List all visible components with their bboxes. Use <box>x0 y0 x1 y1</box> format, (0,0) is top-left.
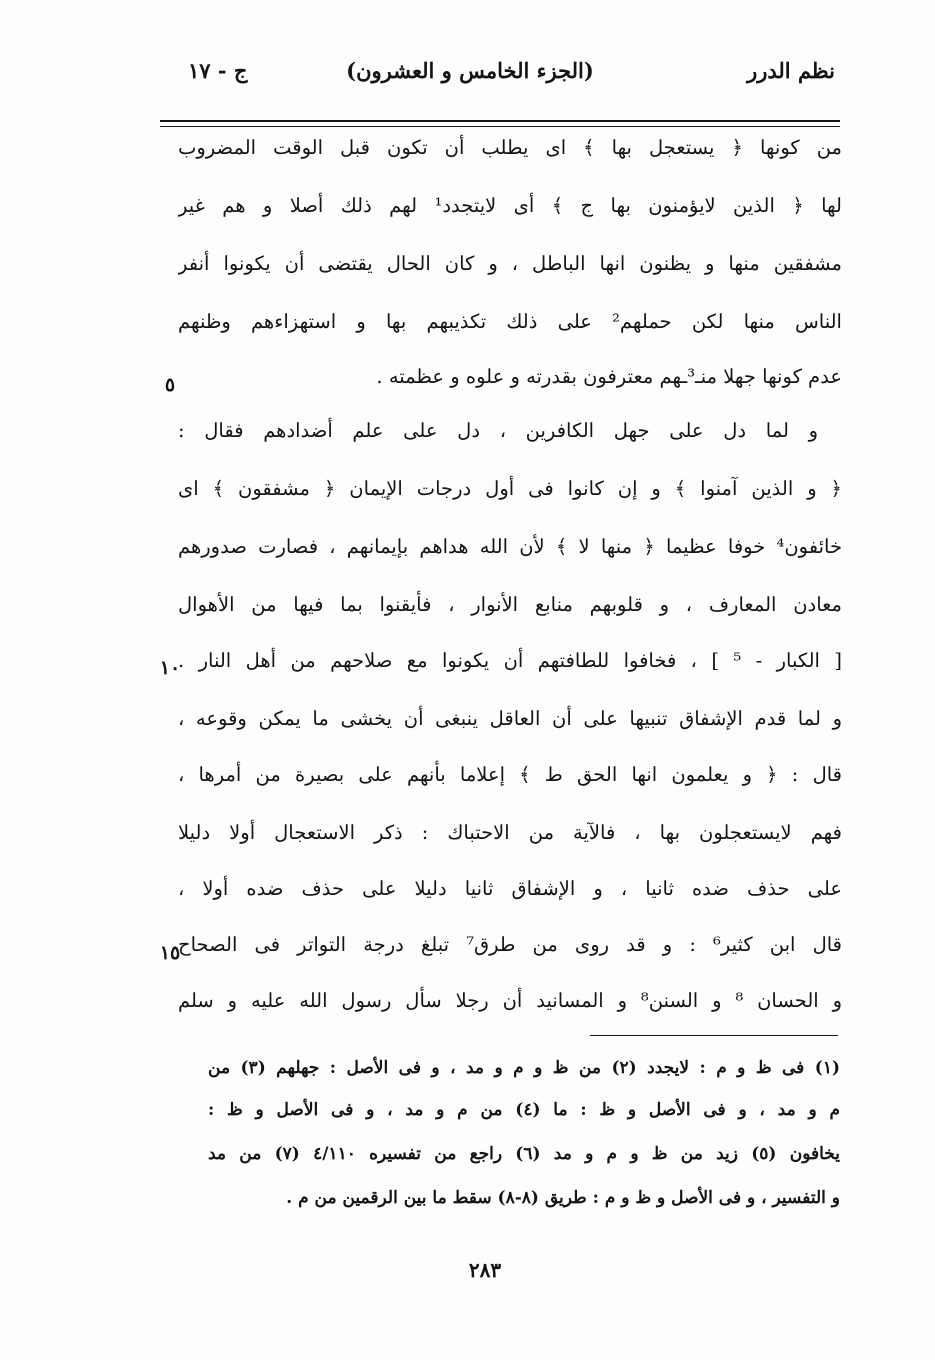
body-line-14: على حذف ضده ثانيا ، و الإشفاق ثانيا دليلا على حذف ضده أولا ، <box>178 877 842 900</box>
body-line-11: و لما قدم الإشفاق تنبيها على أن العاقل ينبغى أن يخشى ما يمكن وقوعه ، <box>178 707 842 730</box>
body-line-15: قال ابن كثير⁶ : و قد روى من طرق⁷ تبلغ درجة التواتر فى الصحاح <box>178 933 842 956</box>
body-line-1: من كونها ﴿ يستعجل بها ﴾ اى يطلب أن تكون قبل الوقت المضروب <box>178 136 842 159</box>
body-line-4: الناس منها لكن حملهم² على ذلك تكذيبهم بها و استهزاءهم وظنهم <box>178 310 842 333</box>
page-number: ٢٨٣ <box>468 1258 502 1282</box>
body-line-6: و لما دل على جهل الكافرين ، دل على علم أضدادهم فقال : <box>178 419 818 442</box>
body-line-8: خائفون⁴ خوفا عظيما ﴿ منها لا ﴾ لأن الله هداهم بإيمانهم ، فصارت صدورهم <box>178 535 842 558</box>
body-line-10: [ الكبار - ⁵ ] ، فخافوا للطافتهم أن يكونوا مع صلاحهم من أهل النار . <box>178 649 842 672</box>
footnote-line-3: يخافون (٥) زيد من ظ و م و مد (٦) راجع من تفسيره ٤/١١٠ (٧) من مد <box>208 1144 840 1164</box>
footnote-line-1: (١) فى ظ و م : لايجدد (٢) من ظ و م و مد ، و فى الأصل : جهلهم (٣) من <box>208 1058 840 1078</box>
header-volume-number: ج - ١٧ <box>188 58 248 83</box>
header-rule-thick <box>160 120 840 122</box>
body-line-5: عدم كونها جهلا منـ³ـهم معترفون بقدرته و علوه و عظمته . <box>376 365 842 388</box>
header-book-title: نظم الدرر <box>747 58 835 83</box>
body-line-9: معادن المعارف ، و قلوبهم منابع الأنوار ، فأيقنوا بما فيها من الأهوال <box>178 593 842 616</box>
body-line-12: قال : ﴿ و يعلمون انها الحق ط ﴾ إعلاما بأنهم على بصيرة من أمرها ، <box>178 763 842 786</box>
body-line-2: لها ﴿ الذين لايؤمنون بها ج ﴾ أى لايتجدد¹ لهم ذلك أصلا و هم غير <box>178 194 842 217</box>
footnote-line-2: م و مد ، و فى الأصل و ظ : ما (٤) من م و مد ، و فى الأصل و ظ : <box>208 1100 840 1120</box>
footnote-line-4: و التفسير ، و فى الأصل و ظ و م : طريق (٨-٨) سقط ما بين الرقمين من م . <box>286 1188 840 1208</box>
header-part-title: (الجزء الخامس و العشرون) <box>346 58 594 83</box>
body-line-13: فهم لايستعجلون بها ، فالآية من الاحتباك : ذكر الاستعجال أولا دليلا <box>178 821 842 844</box>
body-line-3: مشفقين منها و يظنون انها الباطل ، و كان الحال يقتضى أن يكونوا أنفر <box>178 252 842 275</box>
body-line-16: و الحسان ⁸ و السنن⁸ و المسانيد أن رجلا سأل رسول الله عليه و سلم <box>178 989 842 1012</box>
footnote-separator <box>590 1035 838 1036</box>
body-line-7: ﴿ و الذين آمنوا ﴾ و إن كانوا فى أول درجات الإيمان ﴿ مشفقون ﴾ اى <box>178 477 842 500</box>
line-number-15: ١٥ <box>159 942 181 964</box>
line-number-10: ١٠ <box>159 657 181 679</box>
line-number-5: ٥ <box>164 374 176 396</box>
